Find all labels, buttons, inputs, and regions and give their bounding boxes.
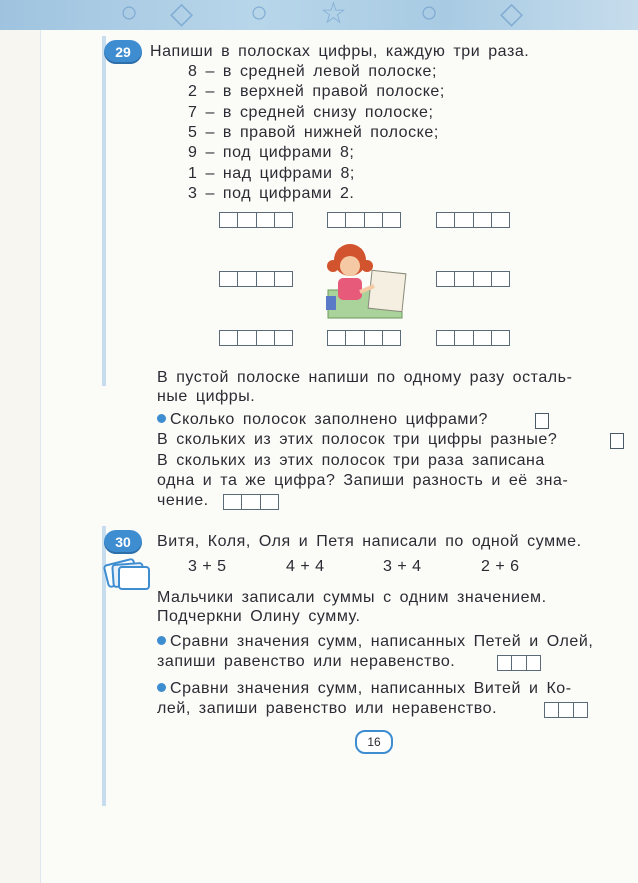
instruction-dash: – bbox=[205, 144, 215, 162]
compare-1-text: Сравни значения сумм, написанных Петей и Олей, bbox=[170, 633, 594, 650]
instruction-row bbox=[188, 103, 433, 123]
instruction-digit: 8 bbox=[188, 63, 198, 80]
compare-2-line1 bbox=[157, 679, 572, 699]
instruction-text: в средней левой полоске; bbox=[222, 63, 437, 80]
digit-strip-bottom-left[interactable] bbox=[219, 330, 293, 346]
task30-line1: Витя, Коля, Оля и Петя написали по одной сумме. bbox=[157, 533, 582, 550]
instruction-row bbox=[188, 123, 439, 143]
compare-2-text: Сравни значения сумм, написанных Витей и Ко- bbox=[170, 680, 572, 697]
digit-strip-top-right[interactable] bbox=[436, 212, 510, 228]
banner-decor: ◇ bbox=[500, 0, 524, 30]
question-2: В скольких из этих полосок три цифры разные? bbox=[157, 431, 558, 448]
instruction-digit: 7 bbox=[188, 103, 198, 121]
compare-1-line2: запиши равенство или неравенство. bbox=[157, 653, 456, 670]
instruction-row bbox=[188, 62, 437, 82]
instruction-dash: – bbox=[205, 83, 215, 101]
task-number-badge: 30 bbox=[104, 530, 142, 554]
margin-rule bbox=[102, 36, 106, 386]
bullet-icon bbox=[157, 683, 166, 692]
top-banner bbox=[0, 0, 638, 30]
digit-strip-middle-right[interactable] bbox=[436, 271, 510, 287]
instruction-text: под цифрами 2. bbox=[222, 184, 355, 202]
task-title: Напиши в полосках цифры, каждую три раза. bbox=[150, 43, 530, 60]
instruction-row bbox=[188, 82, 445, 102]
digit-strip-bottom-middle[interactable] bbox=[327, 330, 401, 346]
digit-strip-bottom-right[interactable] bbox=[436, 330, 510, 346]
instruction-digit: 5 bbox=[188, 123, 198, 141]
cards-icon bbox=[103, 558, 151, 592]
instruction-row bbox=[188, 184, 354, 204]
bullet-icon bbox=[157, 414, 166, 423]
question-3-line1: В скольких из этих полосок три раза записана bbox=[157, 452, 545, 469]
sum-kolya: 4 + 4 bbox=[286, 558, 325, 575]
instruction-dash: – bbox=[205, 103, 215, 121]
question-1-text: Сколько полосок заполнено цифрами? bbox=[170, 411, 488, 428]
instruction-digit: 3 bbox=[188, 184, 198, 202]
banner-decor: ☆ bbox=[320, 0, 347, 30]
task30-line3: Подчеркни Олину сумму. bbox=[157, 608, 361, 625]
banner-decor: ○ bbox=[420, 0, 439, 29]
sum-petya: 2 + 6 bbox=[481, 558, 520, 575]
banner-decor: ○ bbox=[250, 0, 269, 29]
page-number: 16 bbox=[355, 730, 393, 754]
digit-strip-top-left[interactable] bbox=[219, 212, 293, 228]
sum-olya: 3 + 4 bbox=[383, 558, 422, 575]
answer-box-2[interactable] bbox=[610, 433, 624, 449]
banner-decor: ◇ bbox=[170, 0, 194, 30]
instruction-text: в верхней правой полоске; bbox=[222, 83, 445, 101]
compare-2-line2: лей, запиши равенство или неравенство. bbox=[157, 700, 498, 717]
instruction-text: в средней снизу полоске; bbox=[222, 103, 434, 121]
instruction-text: над цифрами 8; bbox=[222, 164, 355, 182]
instruction-dash: – bbox=[205, 164, 215, 182]
instruction-dash: – bbox=[205, 123, 215, 141]
instruction-digit: 9 bbox=[188, 144, 198, 162]
question-3-line2: одна и та же цифра? Запиши разность и её зна- bbox=[157, 472, 569, 489]
answer-strip-difference[interactable] bbox=[223, 494, 279, 510]
task-number-badge: 29 bbox=[104, 40, 142, 64]
question-1 bbox=[157, 410, 488, 430]
instruction-dash: – bbox=[205, 184, 215, 202]
empty-strip-instruction-line1: В пустой полоске напиши по одному разу осталь- bbox=[157, 369, 573, 386]
instruction-dash: – bbox=[205, 63, 215, 80]
compare-1-line1 bbox=[157, 632, 593, 652]
answer-strip-compare-2[interactable] bbox=[544, 702, 588, 718]
banner-decor: ○ bbox=[120, 0, 139, 29]
instruction-row bbox=[188, 143, 354, 163]
answer-strip-compare-1[interactable] bbox=[497, 655, 541, 671]
answer-box-1[interactable] bbox=[535, 413, 549, 429]
instruction-row bbox=[188, 164, 355, 184]
instruction-text: в правой нижней полоске; bbox=[222, 123, 439, 141]
sum-vitya: 3 + 5 bbox=[188, 558, 227, 575]
task30-line2: Мальчики записали суммы с одним значением. bbox=[157, 589, 547, 606]
empty-strip-instruction-line2: ные цифры. bbox=[157, 388, 256, 405]
question-3-line3: чение. bbox=[157, 492, 209, 509]
digit-strip-middle-left[interactable] bbox=[219, 271, 293, 287]
bullet-icon bbox=[157, 636, 166, 645]
instruction-digit: 1 bbox=[188, 164, 198, 182]
instruction-digit: 2 bbox=[188, 83, 198, 101]
instruction-text: под цифрами 8; bbox=[222, 144, 355, 162]
girl-drawing-illustration bbox=[322, 236, 408, 322]
digit-strip-top-middle[interactable] bbox=[327, 212, 401, 228]
